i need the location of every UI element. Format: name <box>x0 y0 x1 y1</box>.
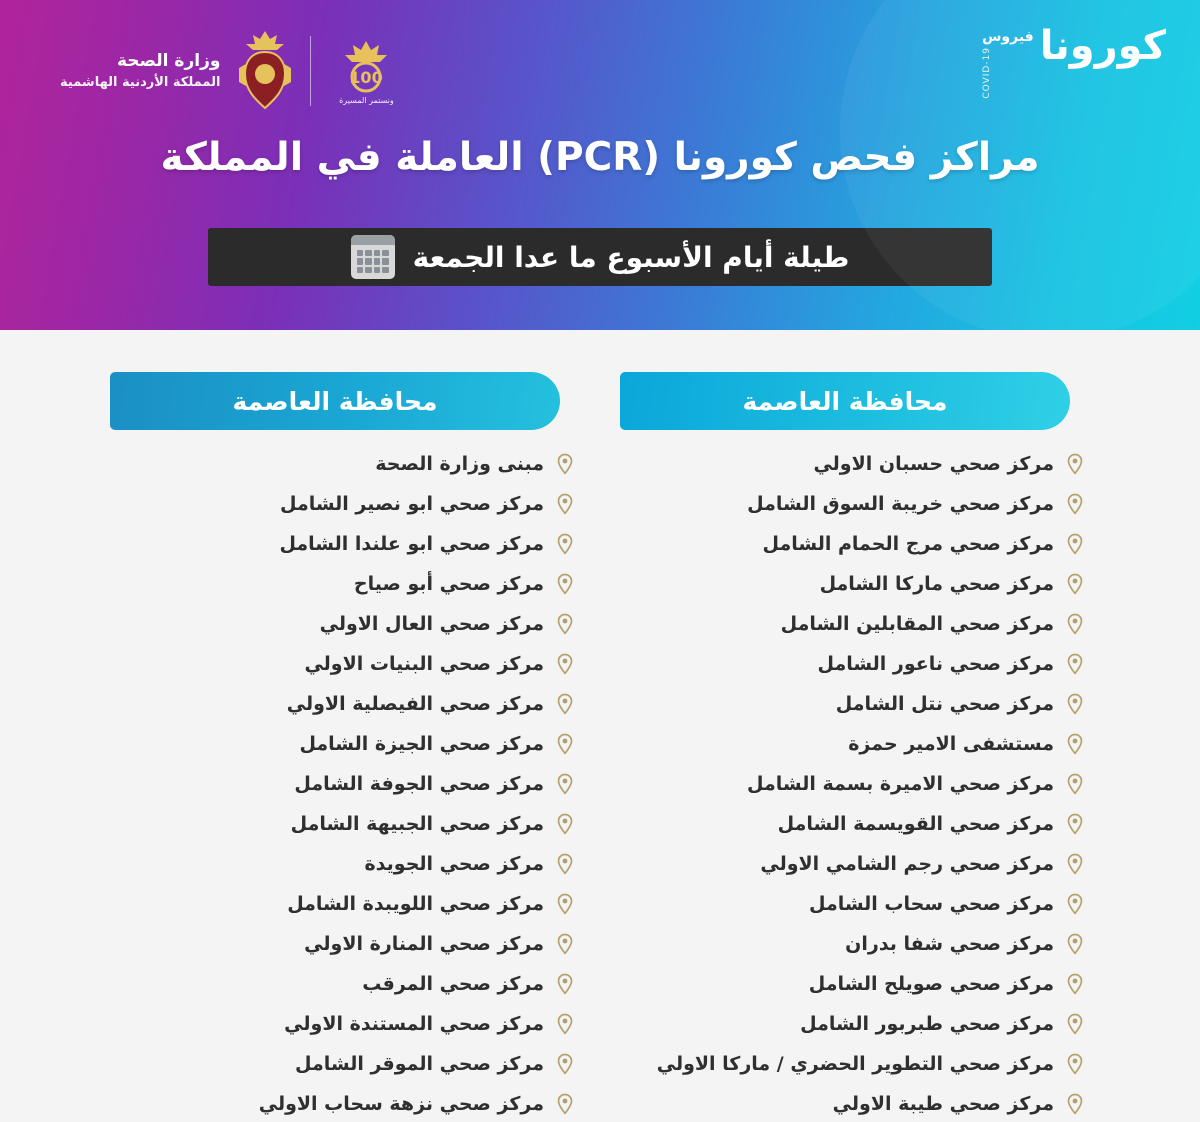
list-item <box>620 684 1090 724</box>
location-pin-icon <box>1066 613 1084 635</box>
location-pin-icon <box>1066 933 1084 955</box>
location-pin-icon <box>556 773 574 795</box>
center-name: مركز صحي سحاب الشامل <box>808 893 1054 915</box>
list-item <box>110 1084 580 1122</box>
location-pin-icon <box>556 493 574 515</box>
ministry-branding <box>60 28 405 114</box>
list-item <box>110 484 580 524</box>
center-name: مركز صحي المنارة الاولي <box>304 933 544 955</box>
list-item <box>110 844 580 884</box>
location-pin-icon <box>1066 733 1084 755</box>
center-name: مركز صحي المرقب <box>362 973 544 995</box>
column-right-title: محافظة العاصمة <box>620 372 1070 430</box>
location-pin-icon <box>556 973 574 995</box>
page-title: مراكز فحص كورونا (PCR) العاملة في المملكة <box>160 135 1040 180</box>
location-pin-icon <box>556 613 574 635</box>
location-pin-icon <box>1066 1093 1084 1115</box>
location-pin-icon <box>556 453 574 475</box>
list-item <box>620 1004 1090 1044</box>
center-name: مركز صحي القويسمة الشامل <box>777 813 1054 835</box>
list-item <box>620 1044 1090 1084</box>
list-item <box>620 964 1090 1004</box>
center-name: مركز صحي العال الاولي <box>319 613 544 635</box>
location-pin-icon <box>556 533 574 555</box>
list-item <box>620 604 1090 644</box>
center-name: مركز صحي الجويدة <box>364 853 544 875</box>
location-pin-icon <box>1066 653 1084 675</box>
center-name: مركز صحي اللويبدة الشامل <box>287 893 544 915</box>
center-name: مبنى وزارة الصحة <box>375 453 544 475</box>
list-item <box>620 764 1090 804</box>
center-name: مركز صحي ابو نصير الشامل <box>279 493 544 515</box>
center-name: مركز صحي المقابلين الشامل <box>780 613 1054 635</box>
calendar-icon <box>351 235 395 279</box>
center-name: مركز صحي طيبة الاولي <box>832 1093 1054 1115</box>
center-name: مركز صحي الاميرة بسمة الشامل <box>747 773 1054 795</box>
center-name: مركز صحي التطوير الحضري / ماركا الاولي <box>656 1053 1054 1075</box>
list-item <box>110 924 580 964</box>
ministry-line2: المملكة الأردنية الهاشمية <box>60 74 221 90</box>
list-item <box>620 844 1090 884</box>
location-pin-icon <box>1066 573 1084 595</box>
list-item <box>110 644 580 684</box>
list-item <box>620 724 1090 764</box>
center-name: مركز صحي طبربور الشامل <box>800 1013 1054 1035</box>
location-pin-icon <box>556 1053 574 1075</box>
column-left-title: محافظة العاصمة <box>110 372 560 430</box>
location-pin-icon <box>556 653 574 675</box>
poster-header <box>0 0 1200 330</box>
corona-logo-side <box>982 26 1034 99</box>
center-name: مركز صحي الموقر الشامل <box>295 1053 544 1075</box>
location-pin-icon <box>556 893 574 915</box>
list-item <box>620 444 1090 484</box>
list-item <box>110 524 580 564</box>
location-pin-icon <box>1066 853 1084 875</box>
corona-logo-main: كورونا <box>1039 23 1166 69</box>
location-pin-icon <box>1066 493 1084 515</box>
subtitle-text: طيلة أيام الأسبوع ما عدا الجمعة <box>412 240 850 274</box>
location-pin-icon <box>556 1013 574 1035</box>
location-pin-icon <box>556 733 574 755</box>
center-name: مركز صحي نتل الشامل <box>835 693 1054 715</box>
location-pin-icon <box>556 933 574 955</box>
center-name: مركز صحي الجبيهة الشامل <box>290 813 544 835</box>
ministry-text <box>60 49 220 92</box>
center-name: مركز صحي صويلح الشامل <box>808 973 1054 995</box>
list-item <box>620 564 1090 604</box>
subtitle-banner <box>208 228 992 286</box>
list-item <box>620 644 1090 684</box>
list-item <box>110 1044 580 1084</box>
center-name: مركز صحي حسبان الاولي <box>813 453 1054 475</box>
center-name: مركز صحي ابو علندا الشامل <box>279 533 544 555</box>
list-item <box>620 1084 1090 1122</box>
svg-text:100: 100 <box>349 68 384 87</box>
location-pin-icon <box>556 813 574 835</box>
jubilee-sublabel: ونستمر المسيرة <box>339 96 394 105</box>
list-item <box>620 484 1090 524</box>
center-name: مركز صحي ماركا الشامل <box>819 573 1054 595</box>
center-name: مركز صحي ناعور الشامل <box>817 653 1054 675</box>
location-pin-icon <box>556 693 574 715</box>
center-name: مركز صحي المستندة الاولي <box>284 1013 544 1035</box>
corona-logo-sub: فيروس <box>982 29 1034 45</box>
center-name: مركز صحي الفيصلية الاولي <box>286 693 544 715</box>
location-pin-icon <box>556 1093 574 1115</box>
list-item <box>110 604 580 644</box>
center-name: مركز صحي الجيزة الشامل <box>299 733 544 755</box>
center-name: مركز صحي رجم الشامي الاولي <box>760 853 1054 875</box>
center-name: مركز صحي الجوفة الشامل <box>294 773 544 795</box>
location-pin-icon <box>1066 1053 1084 1075</box>
location-pin-icon <box>556 573 574 595</box>
center-list-left <box>110 444 580 1122</box>
location-pin-icon <box>1066 973 1084 995</box>
center-list-right <box>620 444 1090 1122</box>
branding-divider <box>310 36 311 106</box>
list-item <box>110 964 580 1004</box>
list-item <box>110 684 580 724</box>
center-name: مركز صحي مرج الحمام الشامل <box>762 533 1054 555</box>
list-item <box>110 1004 580 1044</box>
center-name: مركز صحي نزهة سحاب الاولي <box>258 1093 544 1115</box>
location-pin-icon <box>1066 813 1084 835</box>
location-pin-icon <box>1066 893 1084 915</box>
corona-logo <box>982 23 1166 100</box>
center-name: مستشفى الامير حمزة <box>848 733 1054 755</box>
list-item <box>110 724 580 764</box>
list-item <box>110 884 580 924</box>
list-item <box>110 564 580 604</box>
column-right <box>620 372 1090 1122</box>
jubilee-logo <box>327 28 405 114</box>
jordan-coat-of-arms-icon <box>236 28 294 114</box>
list-item <box>110 804 580 844</box>
center-name: مركز صحي شفا بدران <box>845 933 1054 955</box>
center-name: مركز صحي البنيات الاولي <box>304 653 544 675</box>
center-name: مركز صحي أبو صياح <box>353 573 544 595</box>
ministry-line1: وزارة الصحة <box>116 51 221 72</box>
corona-logo-tag: COVID-19 <box>982 47 993 100</box>
list-item <box>110 764 580 804</box>
location-pin-icon <box>1066 533 1084 555</box>
list-item <box>620 884 1090 924</box>
location-pin-icon <box>1066 773 1084 795</box>
list-item <box>620 804 1090 844</box>
jubilee-crown-icon <box>335 37 397 93</box>
list-item <box>620 924 1090 964</box>
location-pin-icon <box>1066 453 1084 475</box>
list-item <box>110 444 580 484</box>
location-pin-icon <box>1066 693 1084 715</box>
column-left <box>110 372 580 1122</box>
centers-content <box>0 330 1200 1122</box>
location-pin-icon <box>1066 1013 1084 1035</box>
location-pin-icon <box>556 853 574 875</box>
list-item <box>620 524 1090 564</box>
center-name: مركز صحي خريبة السوق الشامل <box>747 493 1054 515</box>
